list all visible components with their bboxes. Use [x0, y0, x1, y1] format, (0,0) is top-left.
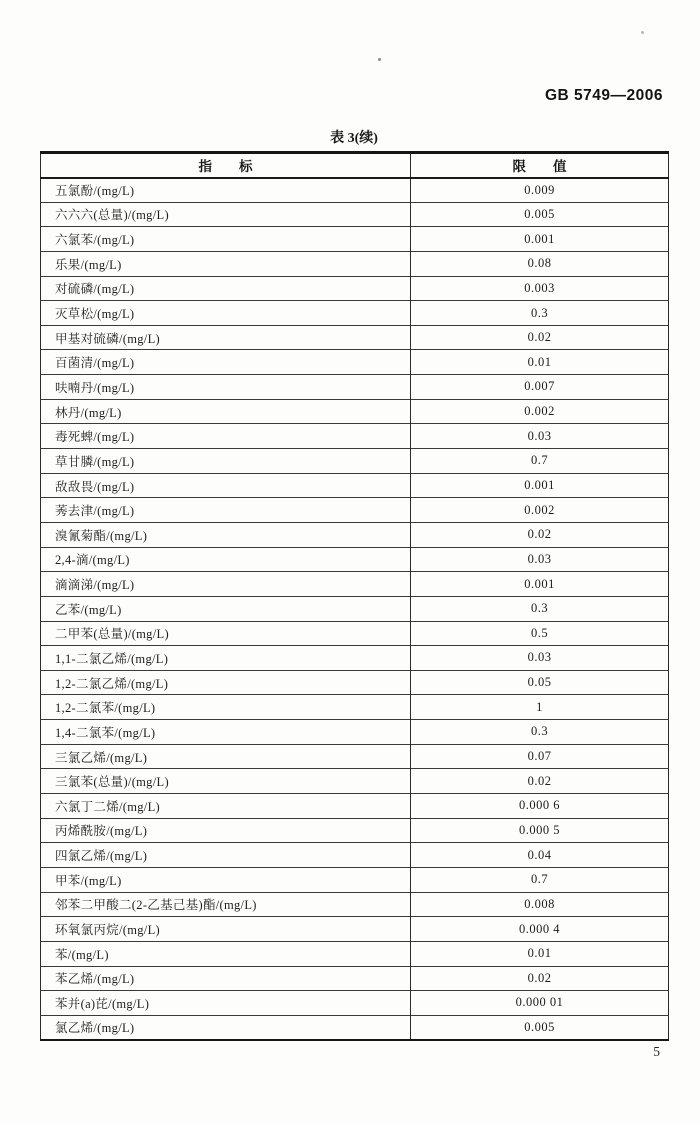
table-row: [41, 202, 669, 227]
limit-cell: 0.001: [411, 227, 669, 252]
table-header-row: [41, 153, 669, 178]
indicator-cell: 2,4-滴/(mg/L): [41, 547, 411, 572]
indicator-cell: 六氯苯/(mg/L): [41, 227, 411, 252]
indicator-cell: 丙烯酰胺/(mg/L): [41, 818, 411, 843]
indicator-cell: 1,2-二氯乙烯/(mg/L): [41, 670, 411, 695]
limit-cell: 0.000 5: [411, 818, 669, 843]
table-row: [41, 350, 669, 375]
table-row: [41, 917, 669, 942]
indicator-cell: 百菌清/(mg/L): [41, 350, 411, 375]
limits-table: [40, 151, 669, 1041]
limit-cell: 0.02: [411, 522, 669, 547]
table-row: [41, 227, 669, 252]
indicator-cell: 三氯乙烯/(mg/L): [41, 744, 411, 769]
table-row: [41, 941, 669, 966]
indicator-cell: 1,4-二氯苯/(mg/L): [41, 720, 411, 745]
limit-cell: 0.01: [411, 941, 669, 966]
table-row: [41, 867, 669, 892]
table-row: [41, 1015, 669, 1040]
limit-cell: 0.7: [411, 867, 669, 892]
table-row: [41, 178, 669, 203]
column-header-limit: 限 值: [411, 153, 669, 178]
indicator-cell: 呋喃丹/(mg/L): [41, 375, 411, 400]
indicator-cell: 灭草松/(mg/L): [41, 301, 411, 326]
limit-cell: 0.03: [411, 547, 669, 572]
limit-cell: 0.04: [411, 843, 669, 868]
indicator-cell: 甲苯/(mg/L): [41, 867, 411, 892]
indicator-cell: 莠去津/(mg/L): [41, 498, 411, 523]
table-row: [41, 375, 669, 400]
table-row: [41, 547, 669, 572]
limit-cell: 0.001: [411, 473, 669, 498]
limit-cell: 0.009: [524, 182, 555, 197]
limit-cell: 0.001: [411, 572, 669, 597]
table-row: [41, 572, 669, 597]
indicator-cell: 1,1-二氯乙烯/(mg/L): [41, 646, 411, 671]
indicator-cell: 对硫磷/(mg/L): [41, 276, 411, 301]
table-row: [41, 276, 669, 301]
limit-cell: 0.02: [411, 966, 669, 991]
table-body: [41, 178, 669, 1041]
table-row: [41, 301, 669, 326]
indicator-cell: 苯/(mg/L): [41, 941, 411, 966]
limit-cell: 0.05: [411, 670, 669, 695]
scan-artifact: [378, 58, 381, 61]
indicator-cell: 六氯丁二烯/(mg/L): [41, 794, 411, 819]
limit-cell: 0.002: [411, 399, 669, 424]
indicator-cell: 三氯苯(总量)/(mg/L): [41, 769, 411, 794]
limit-cell: 0.3: [411, 301, 669, 326]
limit-cell: 0.005: [411, 202, 669, 227]
limit-cell: 0.003: [411, 276, 669, 301]
limit-cell: 0.7: [411, 449, 669, 474]
indicator-cell: 邻苯二甲酸二(2-乙基己基)酯/(mg/L): [41, 892, 411, 917]
indicator-cell: 滴滴涕/(mg/L): [41, 572, 411, 597]
indicator-cell: 乐果/(mg/L): [41, 251, 411, 276]
page-number: 5: [653, 1044, 660, 1059]
indicator-cell: 敌敌畏/(mg/L): [41, 473, 411, 498]
table-row: [41, 818, 669, 843]
table-row: [41, 424, 669, 449]
limit-cell: 0.000 01: [411, 991, 669, 1016]
standard-number: GB 5749—2006: [544, 87, 663, 104]
indicator-cell: 溴氰菊酯/(mg/L): [41, 522, 411, 547]
table-row: [41, 473, 669, 498]
table-row: [41, 251, 669, 276]
indicator-cell: 苯乙烯/(mg/L): [41, 966, 411, 991]
table-row: [41, 892, 669, 917]
table-row: [41, 596, 669, 621]
table-row: [41, 769, 669, 794]
indicator-cell: 1,2-二氯苯/(mg/L): [41, 695, 411, 720]
indicator-cell: 苯并(a)芘/(mg/L): [41, 991, 411, 1016]
limit-cell: 0.01: [411, 350, 669, 375]
indicator-cell: 林丹/(mg/L): [41, 399, 411, 424]
limit-cell: 0.02: [411, 769, 669, 794]
scan-artifact: [641, 31, 644, 34]
table-row: [41, 646, 669, 671]
table-row: [41, 991, 669, 1016]
limit-cell: 0.000 4: [411, 917, 669, 942]
table-row: [41, 670, 669, 695]
limit-cell: 0.3: [411, 596, 669, 621]
table-row: [41, 720, 669, 745]
limit-cell: 0.07: [411, 744, 669, 769]
limit-cell: 0.08: [411, 251, 669, 276]
table-row: [41, 498, 669, 523]
limit-cell: 0.02: [411, 325, 669, 350]
table-row: [41, 449, 669, 474]
table-row: [41, 843, 669, 868]
indicator-cell: 毒死蜱/(mg/L): [41, 424, 411, 449]
indicator-cell: 六六六(总量)/(mg/L): [41, 202, 411, 227]
limit-cell: 0.002: [411, 498, 669, 523]
limit-cell: 0.03: [411, 424, 669, 449]
limit-cell: 0.008: [411, 892, 669, 917]
limit-cell: 0.007: [411, 375, 669, 400]
table-row: [41, 966, 669, 991]
indicator-cell: 五氯酚/(mg/L): [41, 178, 411, 203]
limit-cell: 0.000 6: [411, 794, 669, 819]
column-header-indicator: 指 标: [41, 153, 411, 178]
table-row: [41, 744, 669, 769]
indicator-cell: 环氧氯丙烷/(mg/L): [41, 917, 411, 942]
limit-cell: 0.3: [411, 720, 669, 745]
limit-cell: 1: [411, 695, 669, 720]
indicator-cell: 氯乙烯/(mg/L): [41, 1015, 411, 1040]
indicator-cell: 草甘膦/(mg/L): [41, 449, 411, 474]
table-row: [41, 621, 669, 646]
indicator-cell: 四氯乙烯/(mg/L): [41, 843, 411, 868]
indicator-cell: 乙苯/(mg/L): [41, 596, 411, 621]
table-row: [41, 695, 669, 720]
limit-cell: 0.5: [411, 621, 669, 646]
table-row: [41, 399, 669, 424]
indicator-cell: 甲基对硫磷/(mg/L): [41, 325, 411, 350]
indicator-cell: 二甲苯(总量)/(mg/L): [41, 621, 411, 646]
table-title: 表 3(续): [330, 131, 378, 146]
limit-cell: 0.005: [411, 1015, 669, 1040]
table-row: [41, 794, 669, 819]
limit-cell: 0.03: [411, 646, 669, 671]
table-row: [41, 325, 669, 350]
table-row: [41, 522, 669, 547]
